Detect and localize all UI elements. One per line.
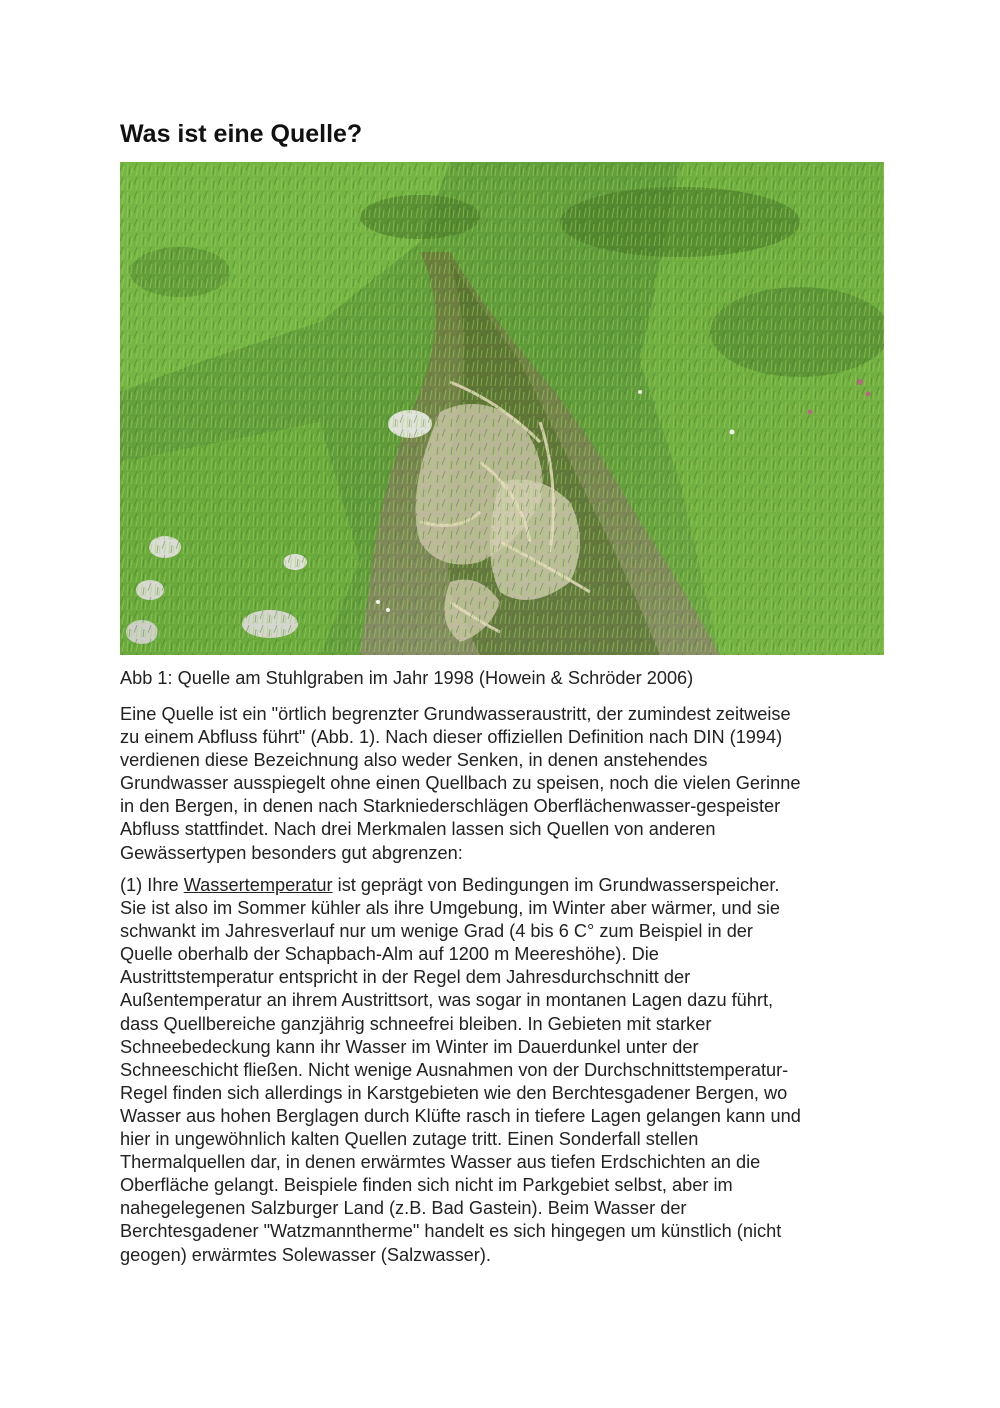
paragraph-line: Wasser aus hohen Berglagen durch Klüfte rasch in tiefere Lagen gelangen kann und bbox=[120, 1105, 801, 1126]
photo-of-spring-icon bbox=[120, 162, 884, 655]
paragraph-line: dass Quellbereiche ganzjährig schneefrei bleiben. In Gebieten mit starker bbox=[120, 1013, 712, 1034]
paragraph-line: Schneeschicht fließen. Nicht wenige Ausnahmen von der Durchschnittstemperatur- bbox=[120, 1059, 789, 1080]
paragraph-line: Abfluss stattfindet. Nach drei Merkmalen lassen sich Quellen von anderen bbox=[120, 819, 716, 840]
paragraph-line: Berchtesgadener "Watzmanntherme" handelt es sich hingegen um künstlich (nicht bbox=[120, 1221, 782, 1242]
paragraph-first-line bbox=[120, 874, 801, 897]
spring-photo bbox=[120, 162, 884, 655]
paragraph-line: verdienen diese Bezeichnung also weder Senken, in denen anstehendes bbox=[120, 750, 708, 771]
paragraph-line: Sie ist also im Sommer kühler als ihre Umgebung, im Winter aber wärmer, und sie bbox=[120, 898, 781, 919]
paragraph-line: Gewässertypen besonders gut abgrenzen: bbox=[120, 842, 463, 863]
paragraph-line: Thermalquellen dar, in denen erwärmtes Wasser aus tiefen Erdschichten an die bbox=[120, 1152, 761, 1173]
paragraph-line: Grundwasser ausspiegelt ohne einen Quellbach zu speisen, noch die vielen Gerinne bbox=[120, 773, 801, 794]
paragraph-line: nahegelegenen Salzburger Land (z.B. Bad Gastein). Beim Wasser der bbox=[120, 1198, 687, 1219]
paragraph-line: zu einem Abfluss führt" (Abb. 1). Nach dieser offiziellen Definition nach DIN (1994) bbox=[120, 727, 783, 748]
figure-caption: Abb 1: Quelle am Stuhlgraben im Jahr 1998 (Howein & Schröder 2006) bbox=[120, 668, 694, 688]
paragraph-line: Regel finden sich allerdings in Karstgebieten wie den Berchtesgadener Bergen, wo bbox=[120, 1082, 788, 1103]
paragraph-line: Oberfläche gelangt. Beispiele finden sich nicht im Parkgebiet selbst, aber im bbox=[120, 1175, 733, 1196]
paragraph-line: Austrittstemperatur entspricht in der Regel dem Jahresdurchschnitt der bbox=[120, 967, 691, 988]
paragraph-water-temperature bbox=[120, 874, 801, 1267]
paragraph-line: Schneebedeckung kann ihr Wasser im Winter im Dauerdunkel unter der bbox=[120, 1036, 699, 1057]
paragraph-definition bbox=[120, 703, 800, 865]
page-title: Was ist eine Quelle? bbox=[120, 120, 363, 148]
paragraph-line: Eine Quelle ist ein "örtlich begrenzter Grundwasseraustritt, der zumindest zeitweise bbox=[120, 704, 791, 724]
wassertemperatur-term: Wassertemperatur bbox=[183, 875, 333, 895]
paragraph-line: in den Bergen, in denen nach Starkniederschlägen Oberflächenwasser-gespeister bbox=[120, 796, 781, 817]
paragraph-line: geogen) erwärmtes Solewasser (Salzwasser). bbox=[120, 1244, 491, 1265]
paragraph-line: Quelle oberhalb der Schapbach-Alm auf 1200 m Meereshöhe). Die bbox=[120, 944, 659, 965]
paragraph-line: hier in ungewöhnlich kalten Quellen zutage tritt. Einen Sonderfall stellen bbox=[120, 1129, 699, 1150]
paragraph-prefix: (1) Ihre bbox=[120, 875, 184, 895]
paragraph-suffix: ist geprägt von Bedingungen im Grundwasserspeicher. bbox=[332, 875, 780, 895]
paragraph-line: schwankt im Jahresverlauf nur um wenige Grad (4 bis 6 C° zum Beispiel in der bbox=[120, 921, 753, 942]
paragraph-line: Außentemperatur an ihrem Austrittsort, was sogar in montanen Lagen dazu führt, bbox=[120, 990, 774, 1011]
